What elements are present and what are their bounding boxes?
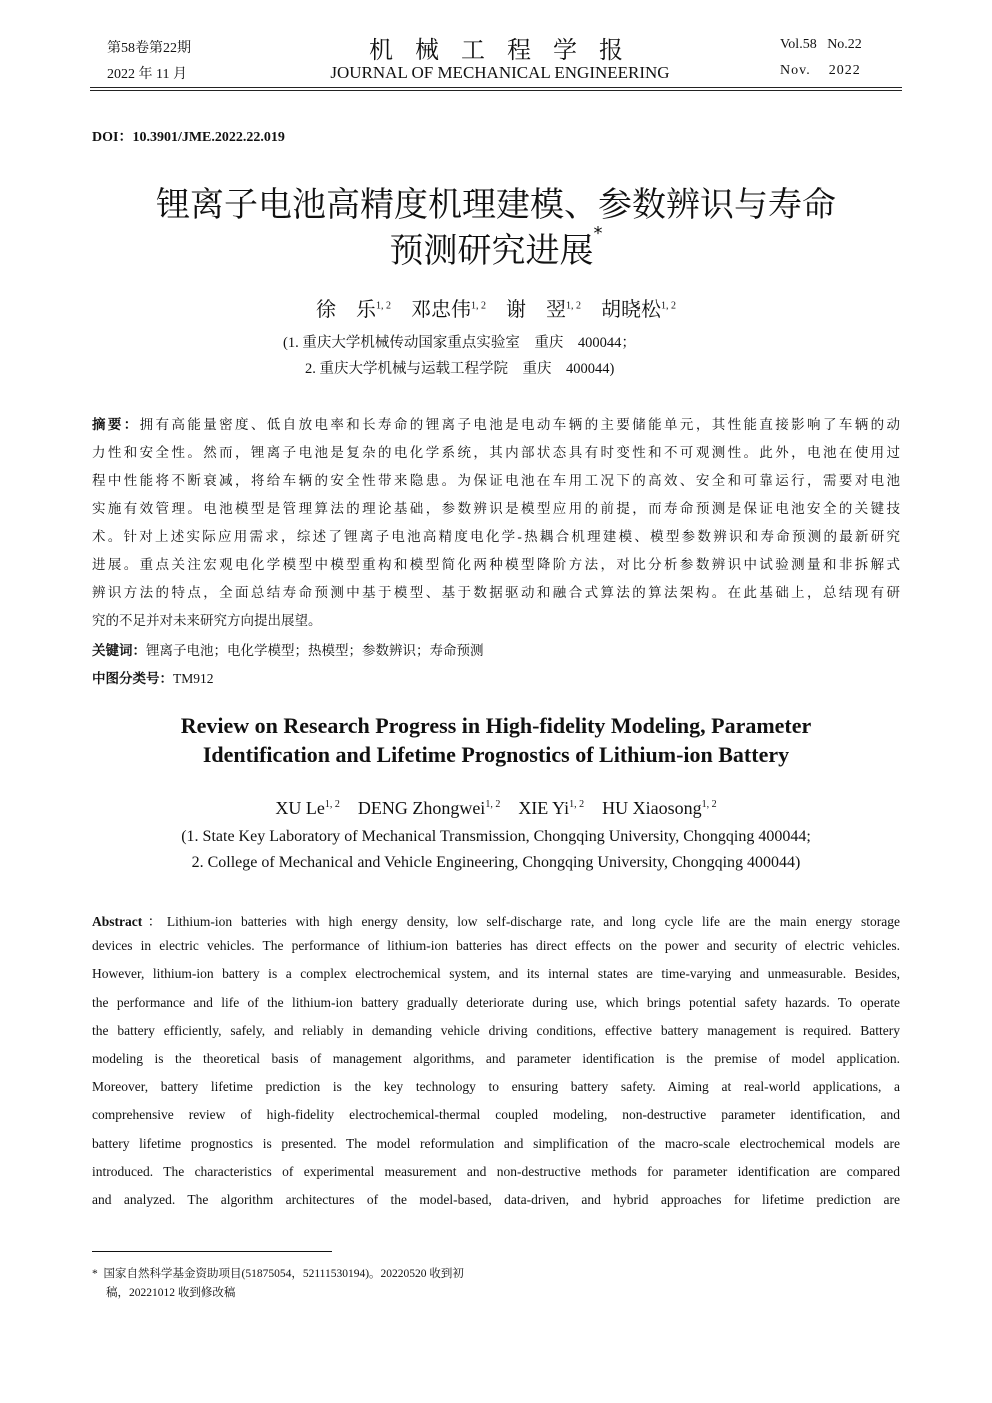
abstract-en-line: the performance and life of the lithium-ion battery gradually deteriorate during use, which brings potential safety hazards. To operate <box>92 994 900 1010</box>
abstract-cn-line: 进展。重点关注宏观电化学模型中模型重构和模型简化两种模型降阶方法，对比分析参数辨识中试验测量和非拆解式 <box>92 557 900 572</box>
affiliation-en-2: 2. College of Mechanical and Vehicle Engineering, Chongqing University, Chongqing 400044) <box>191 854 801 871</box>
abstract-en-label: Abstract <box>92 914 143 929</box>
vol-no: Vol.58 No.22 <box>780 37 862 52</box>
author-cn: 邓忠伟$^{1, 2}$ <box>411 299 486 321</box>
abstract-cn-line: 究的不足并对未来研究方向提出展望。 <box>92 613 322 628</box>
abstract-cn-line: 力性和安全性。然而，锂离子电池是复杂的电化学系统，其内部状态具有时变性和不可观测性。此外，电池在使用过 <box>92 445 900 460</box>
date-en: Nov. 2022 <box>780 63 861 78</box>
abstract-en-line: modeling is the theoretical basis of management algorithms, and parameter identification is the premise of model application. <box>92 1051 900 1066</box>
title-cn-line2 <box>0 223 992 272</box>
abstract-en-line: devices in electric vehicles. The performance of lithium-ion batteries has direct effects on the power and security of electric vehicles. <box>92 938 900 954</box>
author-cn: 胡晓松$^{1, 2}$ <box>601 299 676 321</box>
abstract-en-line: Abstract：Lithium-ion batteries with high energy density, low self-discharge rate, and long cycle life are the main energy storage <box>92 914 900 929</box>
abstract-cn-line: 程中性能将不断衰减，将给车辆的安全性带来隐患。为保证电池在车用工况下的高效、安全和可靠运行，需要对电池 <box>92 473 900 488</box>
keywords-cn: 关键词：锂离子电池；电化学模型；热模型；参数辨识；寿命预测 <box>92 643 484 658</box>
footnote-line2: 稿，20221012 收到修改稿 <box>106 1287 236 1299</box>
journal-title-en: JOURNAL OF MECHANICAL ENGINEERING <box>330 63 670 82</box>
abstract-cn-line: 摘要：拥有高能量密度、低自放电率和长寿命的锂离子电池是电动车辆的主要储能单元，其性能直接影响了车辆的动 <box>92 417 901 432</box>
abstract-en-line: comprehensive review of high-fidelity electrochemical-thermal coupled modeling, non-destructive parameter identification, and <box>92 1107 900 1123</box>
abstract-cn-label: 摘要： <box>92 417 140 432</box>
author-en: HU Xiaosong$^{1, 2}$ <box>602 798 717 818</box>
title-en-line1: Review on Research Progress in High-fidelity Modeling, Parameter <box>180 713 812 738</box>
header-rule <box>90 87 902 88</box>
abstract-en-line: introduced. The characteristics of experimental measurement and non-destructive methods for parameter identification are compared <box>92 1163 900 1179</box>
title-cn-text: 预测研究进展 <box>389 231 594 271</box>
volume-issue: 第58卷第22期 <box>107 41 191 56</box>
authors-cn <box>0 293 992 322</box>
affiliation-cn-1: (1. 重庆大学机械传动国家重点实验室 重庆 400044； <box>283 335 636 351</box>
author-cn: 谢 翌$^{1, 2}$ <box>506 299 581 321</box>
abstract-cn-line: 术。针对上述实际应用需求，综述了锂离子电池高精度电化学-热耦合机理建模、模型参数辨识和寿命预测的最新研究 <box>92 529 900 544</box>
abstract-en-line: the battery efficiently, safely, and reliably in demanding vehicle driving conditions, effective battery management is required. Battery <box>92 1022 900 1038</box>
abstract-en-line: battery lifetime prognostics is presented. The model reformulation and simplification of the macro-scale electrochemical models are <box>92 1135 900 1151</box>
journal-title-cn: 机 械 工 程 学 报 <box>369 38 631 64</box>
author-cn: 徐 乐$^{1, 2}$ <box>316 299 391 321</box>
title-en-line2: Identification and Lifetime Prognostics of Lithium-ion Battery <box>202 742 790 767</box>
affiliation-cn-2: 2. 重庆大学机械与运载工程学院 重庆 400044) <box>305 361 615 377</box>
footnote-mark: * <box>593 223 603 244</box>
abstract-en-line: and analyzed. The algorithm architectures of the model-based, data-driven, and hybrid approaches for lifetime prediction are <box>92 1192 900 1207</box>
doi: DOI：10.3901/JME.2022.22.019 <box>92 130 285 145</box>
authors-en <box>0 798 992 819</box>
abstract-en-line: Moreover, battery lifetime prediction is the key technology to ensuring battery safety. Aiming at real-world applications, a <box>92 1079 900 1095</box>
author-en: DENG Zhongwei$^{1, 2}$ <box>357 798 501 818</box>
footnote-rule <box>92 1251 332 1252</box>
title-cn-line1: 锂离子电池高精度机理建模、参数辨识与寿命 <box>156 185 836 225</box>
date-cn: 2022 年 11 月 <box>107 67 187 82</box>
abstract-cn-line: 实施有效管理。电池模型是管理算法的理论基础，参数辨识是模型应用的前提，而寿命预测是保证电池安全的关键技 <box>92 501 900 516</box>
abstract-en-line: However, lithium-ion battery is a complex electrochemical system, and its internal states are time-varying and unmeasurable. Besides, <box>92 966 900 982</box>
footnote-line1: * 国家自然科学基金资助项目(51875054，52111530194)。20220520 收到初 <box>92 1268 464 1280</box>
header-rule-thick <box>90 90 902 91</box>
abstract-cn-line: 辨识方法的特点，全面总结寿命预测中基于模型、基于数据驱动和融合式算法的算法架构。在此基础上，总结现有研 <box>92 585 900 600</box>
affiliation-en-1: (1. State Key Laboratory of Mechanical Transmission, Chongqing University, Chongqing 400044; <box>181 828 811 845</box>
clc-number: 中图分类号：TM912 <box>92 671 214 686</box>
author-en: XIE Yi$^{1, 2}$ <box>518 798 585 818</box>
author-en: XU Le$^{1, 2}$ <box>275 798 340 818</box>
